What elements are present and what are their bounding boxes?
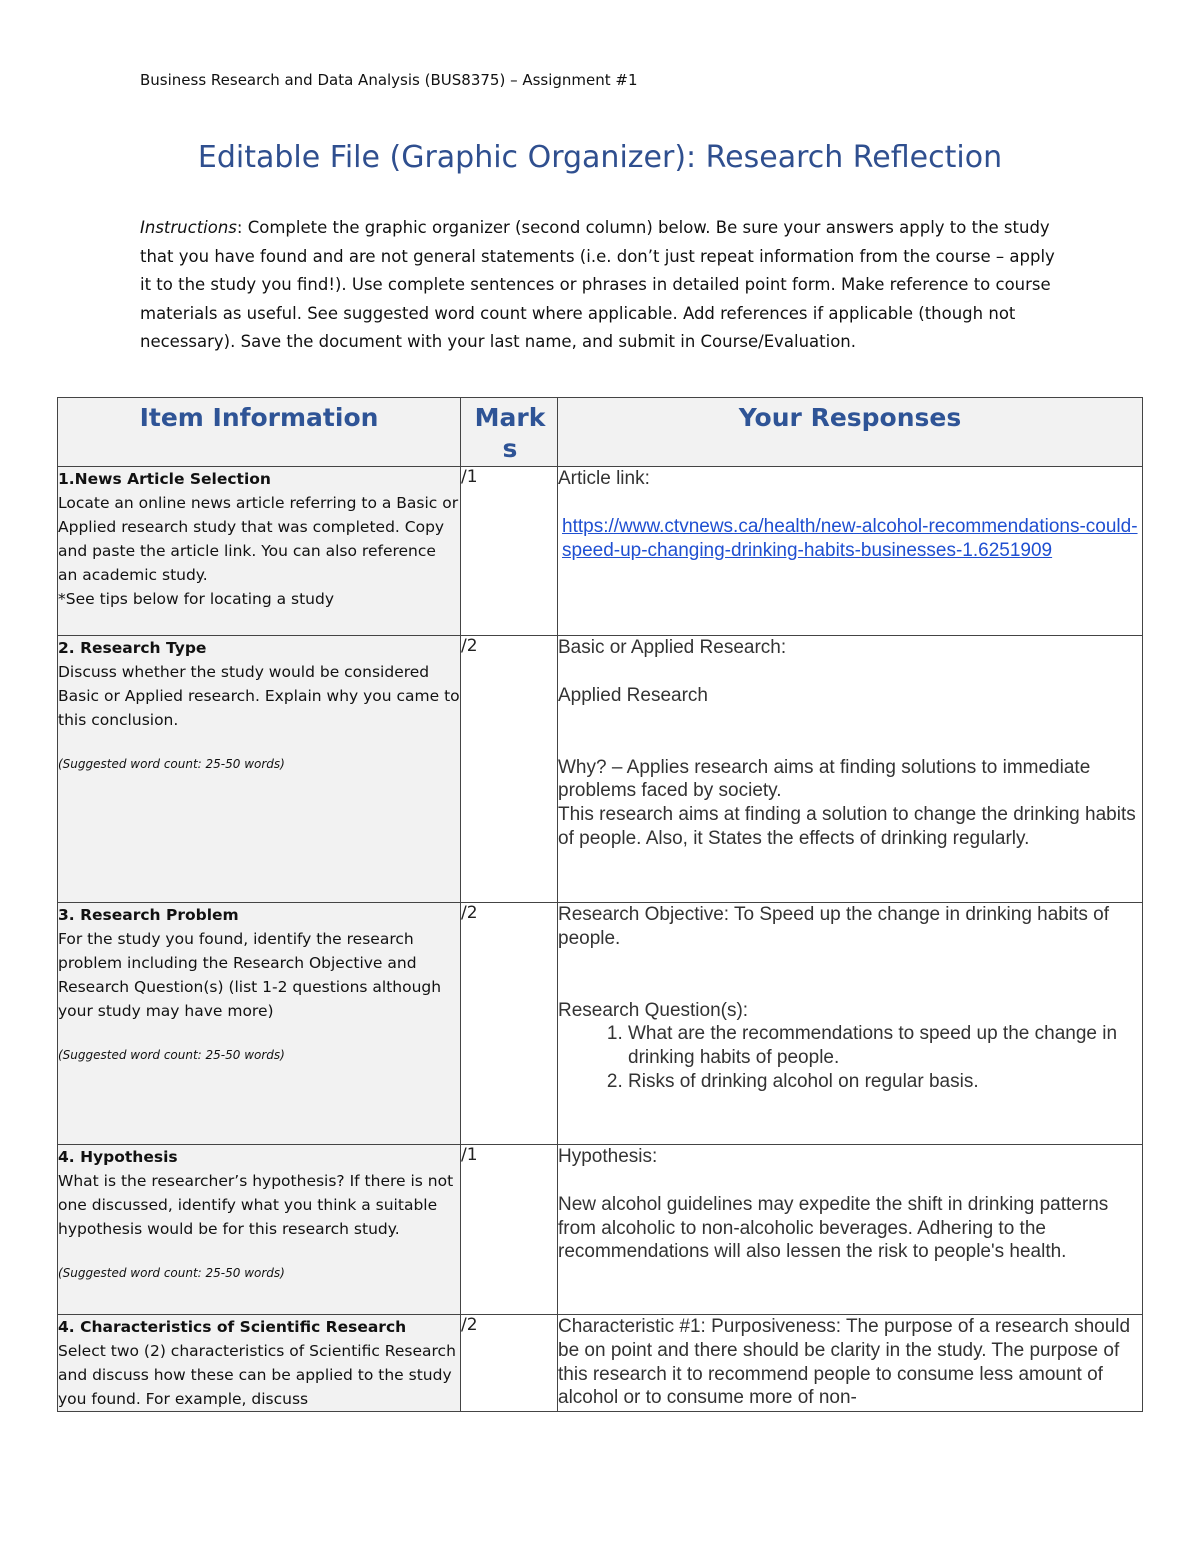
word-count-note: (Suggested word count: 25-50 words): [58, 1266, 285, 1280]
response-cell[interactable]: [558, 1315, 1143, 1412]
header-your-responses: Your Responses: [558, 398, 1143, 467]
table-row: [58, 1145, 1143, 1315]
response-label: Basic or Applied Research:: [558, 637, 787, 658]
marks-cell: /2: [461, 903, 558, 1145]
questions-list: [558, 1022, 1142, 1093]
response-cell[interactable]: [558, 1145, 1143, 1315]
response-cell[interactable]: [558, 903, 1143, 1145]
word-count-note: (Suggested word count: 25-50 words): [58, 1048, 285, 1062]
list-item: 1. What are the recommendations to speed up the change in drinking habits of people.: [628, 1022, 1142, 1070]
item-title: 3. Research Problem: [58, 906, 239, 924]
item-body: Locate an online news article referring to a Basic or Applied research study that was completed. Copy and paste the article link. You can also reference an academic study.: [58, 494, 459, 584]
item-title: 4. Characteristics of Scientific Research: [58, 1318, 407, 1336]
marks-cell: /2: [461, 1315, 558, 1412]
table-row: [58, 467, 1143, 636]
document-title: Editable File (Graphic Organizer): Research Reflection: [197, 140, 1003, 175]
table-row: [58, 1315, 1143, 1412]
research-objective: Research Objective: To Speed up the change in drinking habits of people.: [558, 904, 1109, 949]
document-header: Business Research and Data Analysis (BUS8375) – Assignment #1: [140, 71, 638, 89]
questions-label: Research Question(s):: [558, 999, 749, 1021]
item-cell: [58, 903, 461, 1145]
instructions-lead: Instructions: [140, 218, 237, 237]
response-why-detail: This research aims at finding a solution to change the drinking habits of people. Also, it States the effects of drinking regularly.: [558, 804, 1136, 849]
marks-cell: /1: [461, 1145, 558, 1315]
instructions-text: : Complete the graphic organizer (second column) below. Be sure your answers apply to the study that you have found and are not general statements (i.e. don’t just repeat information from the course – apply it to the study you find!). Use complete sentences or phrases in detailed point form. Make reference to course materials as useful. See suggested word count where applicable. Add references if applicable (though not necessary). Save the document with your last name, and submit in Course/Evaluation.: [140, 218, 1055, 351]
graphic-organizer-table: [57, 397, 1143, 1412]
list-item: 2. Risks of drinking alcohol on regular basis.: [628, 1070, 1142, 1094]
word-count-note: (Suggested word count: 25-50 words): [58, 757, 285, 771]
marks-cell: /1: [461, 467, 558, 636]
response-answer: Applied Research: [558, 684, 708, 706]
header-item-information: Item Information: [58, 398, 461, 467]
response-answer: New alcohol guidelines may expedite the shift in drinking patterns from alcoholic to non-alcoholic beverages. Adhering to the recommendations will also lessen the risk to people's health.: [558, 1193, 1109, 1263]
item-cell: [58, 467, 461, 636]
item-cell: [58, 1145, 461, 1315]
item-body: What is the researcher’s hypothesis? If there is not one discussed, identify what you think a suitable hypothesis would be for this research study.: [58, 1172, 454, 1238]
table-header-row: [58, 398, 1143, 467]
response-cell[interactable]: [558, 636, 1143, 903]
item-cell: [58, 1315, 461, 1412]
response-label: Article link:: [558, 468, 650, 489]
item-body: Discuss whether the study would be considered Basic or Applied research. Explain why you came to this conclusion.: [58, 663, 460, 729]
table-row: [58, 636, 1143, 903]
item-title: 2. Research Type: [58, 639, 207, 657]
response-cell[interactable]: [558, 467, 1143, 636]
item-title: 4. Hypothesis: [58, 1148, 178, 1166]
item-body: For the study you found, identify the research problem including the Research Objective and Research Question(s) (list 1-2 questions although your study may have more): [58, 930, 442, 1020]
response-why: Why? – Applies research aims at finding solutions to immediate problems faced by society.: [558, 756, 1091, 802]
table-row: [58, 903, 1143, 1145]
item-title: 1.News Article Selection: [58, 470, 271, 488]
item-tip: *See tips below for locating a study: [58, 590, 335, 608]
response-answer: Characteristic #1: Purposiveness: The purpose of a research should be on point and there should be clarity in the study. The purpose of this research it to recommend people to consume less amount of alcohol or to consume more of non-: [558, 1316, 1131, 1409]
article-link[interactable]: https://www.ctvnews.ca/health/new-alcohol-recommendations-could-speed-up-changing-drinking-habits-businesses-1.6251909: [562, 515, 1138, 561]
marks-cell: /2: [461, 636, 558, 903]
response-label: Hypothesis:: [558, 1146, 658, 1167]
item-body: Select two (2) characteristics of Scientific Research and discuss how these can be applied to the study you found. For example, discuss: [58, 1342, 456, 1408]
instructions-paragraph: [140, 214, 1070, 357]
header-marks: Marks: [461, 398, 558, 467]
item-cell: [58, 636, 461, 903]
